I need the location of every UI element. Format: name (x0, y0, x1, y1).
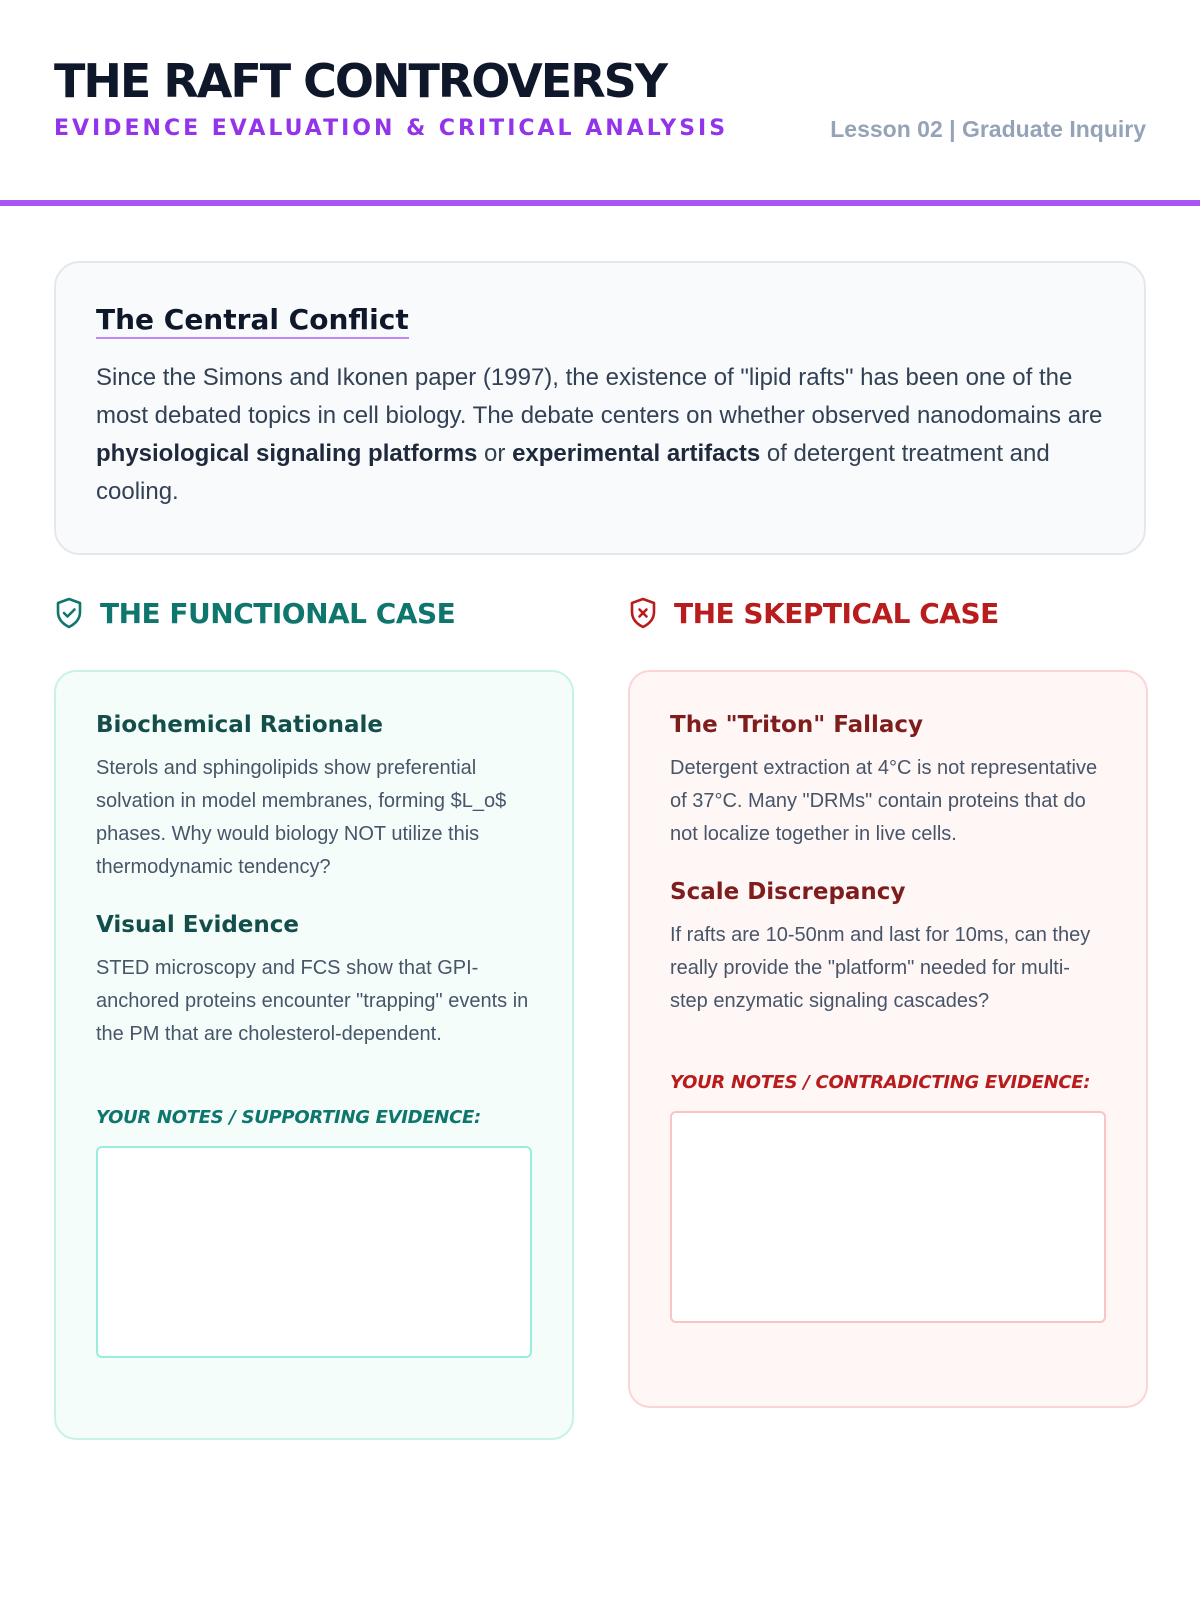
functional-case-heading (54, 596, 455, 630)
skeptical-case-title: THE SKEPTICAL CASE (674, 596, 999, 630)
header-divider (0, 200, 1200, 206)
conflict-bold-physiological: physiological signaling platforms (96, 440, 478, 467)
skeptical-case-card (628, 670, 1148, 1408)
skeptical-section-body: Detergent extraction at 4°C is not representative of 37°C. Many "DRMs" contain proteins that do not localize together in live cells. (670, 757, 1098, 845)
conflict-text-part: of detergent treatment and cooling. (96, 440, 1050, 505)
central-conflict-text (96, 359, 1104, 511)
functional-section-title: Biochemical Rationale (96, 712, 384, 738)
supporting-notes-field[interactable] (96, 1146, 532, 1358)
contradicting-notes-label: YOUR NOTES / CONTRADICTING EVIDENCE: (670, 1072, 1091, 1093)
functional-section-body: Sterols and sphingolipids show preferential solvation in model membranes, forming $L_o$ phases. Why would biology NOT utilize this thermodynamic tendency? (96, 757, 507, 878)
skeptical-case-heading (628, 596, 999, 630)
page-subtitle: EVIDENCE EVALUATION & CRITICAL ANALYSIS (54, 116, 729, 141)
central-conflict-card (54, 261, 1146, 555)
conflict-text-part: or (477, 440, 513, 467)
central-conflict-heading: The Central Conflict (96, 303, 409, 339)
lesson-label: Lesson 02 | Graduate Inquiry (830, 116, 1146, 142)
shield-check-icon (54, 596, 84, 630)
supporting-notes-label: YOUR NOTES / SUPPORTING EVIDENCE: (96, 1107, 481, 1128)
functional-section-body: STED microscopy and FCS show that GPI-anchored proteins encounter "trapping" events in the PM that are cholesterol-dependent. (96, 957, 529, 1045)
shield-x-icon (628, 596, 658, 630)
skeptical-section-title: Scale Discrepancy (670, 879, 906, 905)
conflict-bold-artifacts: experimental artifacts (512, 440, 761, 467)
page-header (0, 0, 1200, 206)
functional-section-title: Visual Evidence (96, 912, 300, 938)
skeptical-section-body: If rafts are 10-50nm and last for 10ms, can they really provide the "platform" needed for multi-step enzymatic signaling cascades? (670, 924, 1091, 1012)
page-title: THE RAFT CONTROVERSY (54, 54, 667, 108)
functional-case-title: THE FUNCTIONAL CASE (100, 596, 456, 630)
conflict-text-part: Since the Simons and Ikonen paper (1997), the existence of "lipid rafts" has been one of the most debated topics in cell biology. The debate centers on whether observed nanodomains are (96, 364, 1103, 429)
contradicting-notes-field[interactable] (670, 1111, 1106, 1323)
functional-case-card (54, 670, 574, 1440)
skeptical-section-title: The "Triton" Fallacy (670, 712, 923, 738)
